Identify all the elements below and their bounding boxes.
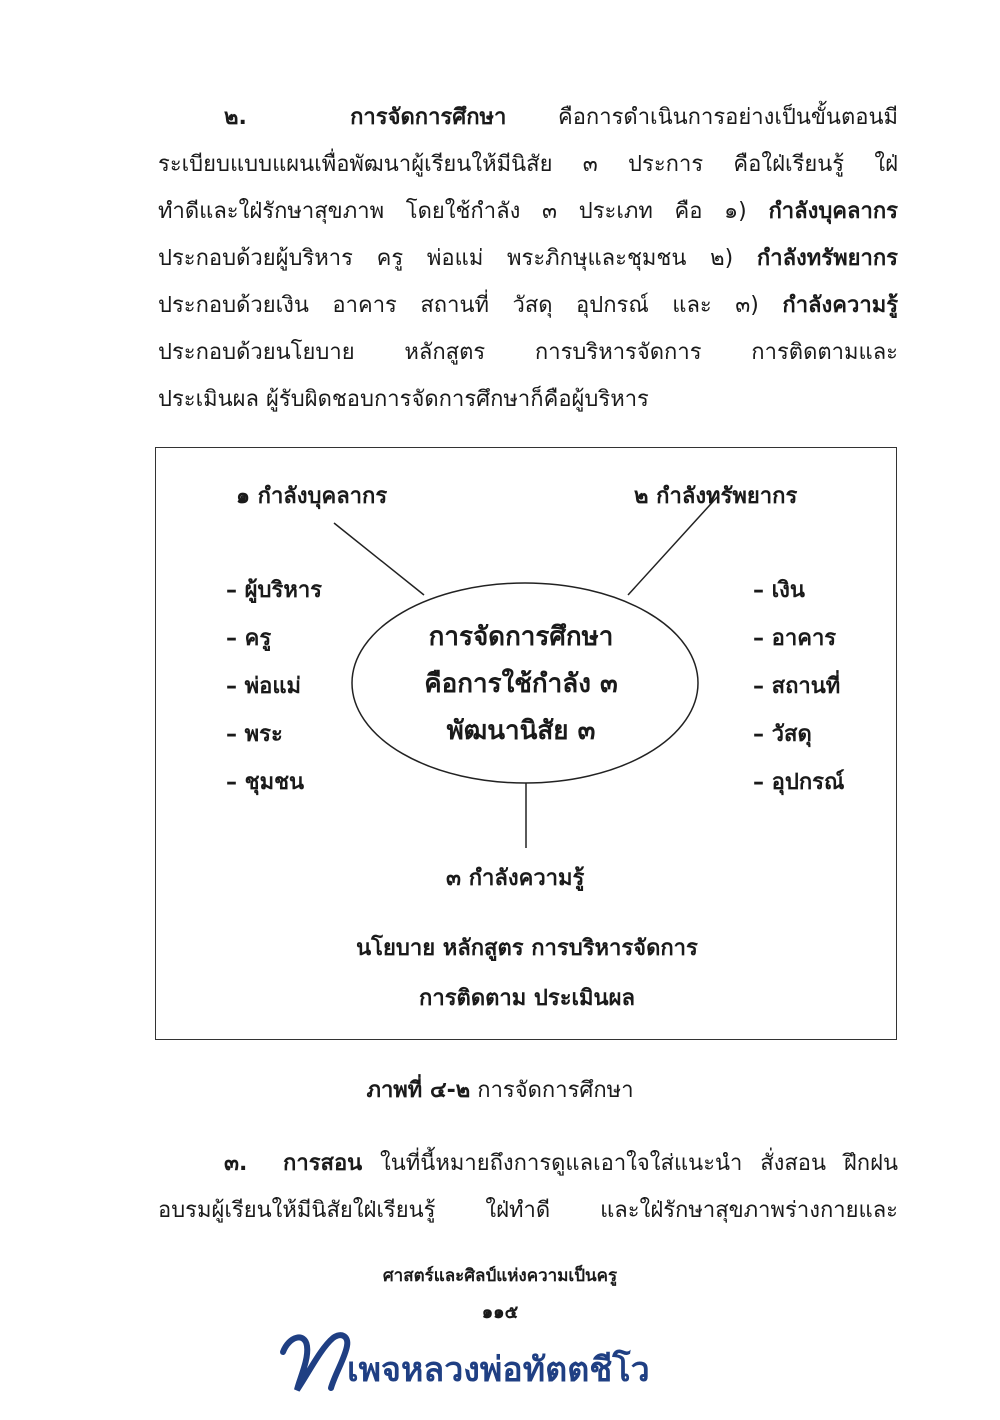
center-text-line: การจัดการศึกษา <box>428 622 614 652</box>
personnel-item: – พ่อแม่ <box>226 674 302 699</box>
paragraph-line: ๓. การสอน ในที่นี้หมายถึงการดูแลเอาใจใส่แนะนำ สั่งสอน ฝึกฝน <box>224 1151 898 1176</box>
node-resources-heading: ๒ กำลังทรัพยากร <box>634 484 798 509</box>
paragraph-line: ทำดีและใฝ่รักษาสุขภาพ โดยใช้กำลัง ๓ ประเภท คือ ๑) กำลังบุคลากร <box>158 199 898 224</box>
education-management-diagram <box>155 447 897 1040</box>
paragraph-line: ๒. การจัดการศึกษา คือการดำเนินการอย่างเป็นขั้นตอนมี <box>224 105 898 130</box>
node-personnel-heading: ๑ กำลังบุคลากร <box>236 484 388 509</box>
resources-item: – วัสดุ <box>753 722 812 747</box>
knowledge-items-line: นโยบาย หลักสูตร การบริหารจัดการ <box>356 936 698 961</box>
resources-item: – เงิน <box>753 578 805 603</box>
personnel-item: – พระ <box>226 722 283 747</box>
personnel-item: – ผู้บริหาร <box>226 578 323 603</box>
paragraph-line: ประกอบด้วยนโยบาย หลักสูตร การบริหารจัดการ การติดตามและ <box>158 340 898 365</box>
resources-item: – สถานที่ <box>753 674 841 699</box>
section-title: การจัดการศึกษา <box>350 105 507 130</box>
book-title: ศาสตร์และศิลป์แห่งความเป็นครู <box>382 1266 618 1286</box>
page-number: ๑๑๕ <box>481 1302 519 1323</box>
personnel-item: – ครู <box>226 626 272 651</box>
node-knowledge-heading: ๓ กำลังความรู้ <box>446 866 585 891</box>
paragraph-line: ประกอบด้วยผู้บริหาร ครู พ่อแม่ พระภิกษุและชุมชน ๒) กำลังทรัพยากร <box>158 246 898 271</box>
section-title: การสอน <box>283 1151 363 1176</box>
paragraph-line: ประกอบด้วยเงิน อาคาร สถานที่ วัสดุ อุปกรณ์ และ ๓) กำลังความรู้ <box>158 293 899 318</box>
center-text-line: พัฒนานิสัย ๓ <box>446 716 596 746</box>
section-number: ๓. <box>224 1151 248 1176</box>
paragraph-line: ประเมินผล ผู้รับผิดชอบการจัดการศึกษาก็คือผู้บริหาร <box>158 387 649 412</box>
figure-label: ภาพที่ ๔-๒ <box>366 1078 471 1103</box>
personnel-item: – ชุมชน <box>226 770 305 795</box>
page-logo <box>275 1322 735 1402</box>
knowledge-items-line: การติดตาม ประเมินผล <box>419 986 635 1011</box>
center-text-line: คือการใช้กำลัง ๓ <box>424 669 618 699</box>
resources-item: – อุปกรณ์ <box>753 770 845 795</box>
logo-mark-icon <box>275 1322 355 1402</box>
keyword-knowledge: กำลังความรู้ <box>782 293 899 318</box>
keyword-personnel: กำลังบุคลากร <box>768 199 898 224</box>
section-2-paragraph <box>158 94 898 423</box>
resources-item: – อาคาร <box>753 626 837 651</box>
section-number: ๒. <box>224 105 247 130</box>
keyword-resources: กำลังทรัพยากร <box>756 246 898 271</box>
connector-line-personnel <box>334 523 424 595</box>
paragraph-line: ระเบียบแบบแผนเพื่อพัฒนาผู้เรียนให้มีนิสัย ๓ ประการ คือใฝ่เรียนรู้ ใฝ่ <box>158 152 898 177</box>
figure-caption: ภาพที่ ๔-๒ การจัดการศึกษา <box>366 1078 634 1103</box>
section-3-paragraph <box>158 1140 898 1234</box>
logo-text: เพจหลวงพ่อทัตตชีโว <box>347 1350 650 1390</box>
paragraph-line: อบรมผู้เรียนให้มีนิสัยใฝ่เรียนรู้ ใฝ่ทำดี และใฝ่รักษาสุขภาพร่างกายและ <box>158 1198 898 1223</box>
